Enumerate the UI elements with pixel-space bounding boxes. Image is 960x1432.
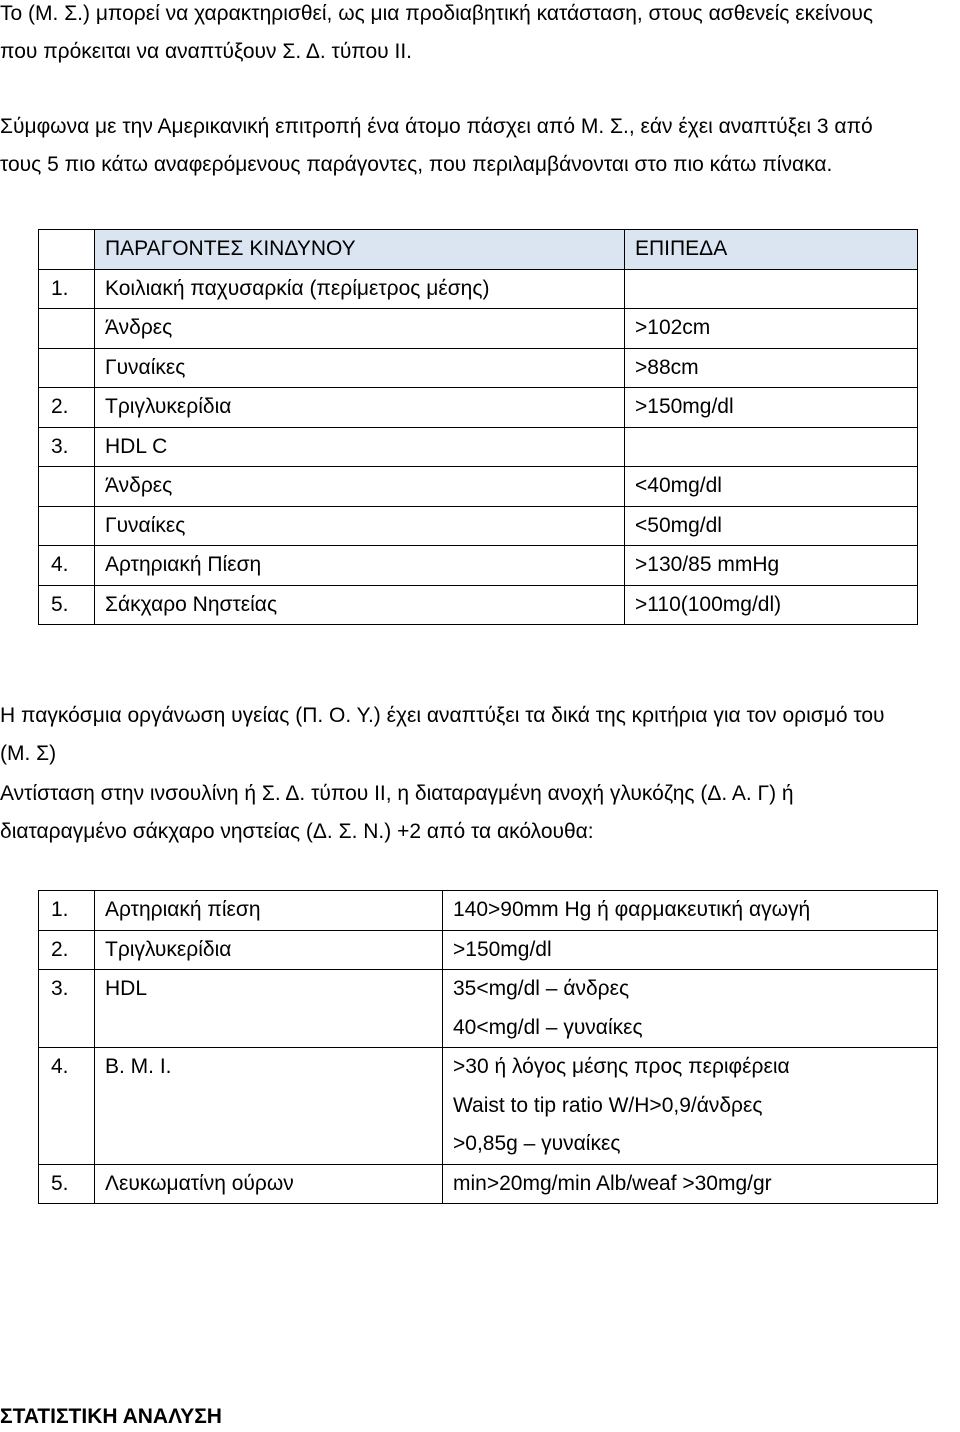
row-criterion (443, 1048, 938, 1165)
intro-line: Το (Μ. Σ.) μπορεί να χαρακτηρισθεί, ως μια προδιαβητική κατάσταση, στους ασθενείς εκείνους (0, 2, 873, 25)
table-row (39, 1048, 938, 1165)
row-number: 3. (39, 970, 95, 1048)
intro-line: τους 5 πιο κάτω αναφερόμενους παράγοντες, που περιλαμβάνονται στο πιο κάτω πίνακα. (0, 153, 833, 176)
row-factor: Αρτηριακή πίεση (95, 891, 443, 931)
intro-line: Σύμφωνα με την Αμερικανική επιτροπή ένα άτομο πάσχει από Μ. Σ., εάν έχει αναπτύξει 3 από (0, 115, 873, 138)
row-factor: Άνδρες (95, 309, 625, 349)
intro-paragraph-2 (0, 108, 958, 184)
who-criteria-table (38, 890, 938, 1204)
row-criterion: 140>90mm Hg ή φαρμακευτική αγωγή (443, 891, 938, 931)
table-row (39, 506, 918, 546)
criterion-line: 35<mg/dl – άνδρες (453, 977, 630, 1000)
row-number: 4. (39, 546, 95, 586)
table-row (39, 1164, 938, 1204)
who-line: Η παγκόσμια οργάνωση υγείας (Π. Ο. Υ.) έχει αναπτύξει τα δικά της κριτήρια για τον ορισμό του (0, 704, 885, 727)
row-number: 5. (39, 1164, 95, 1204)
intro-paragraph-1 (0, 0, 958, 71)
row-factor: Σάκχαρο Νηστείας (95, 585, 625, 625)
who-paragraph-1 (0, 697, 958, 773)
row-factor: Λευκωματίνη ούρων (95, 1164, 443, 1204)
row-number: 1. (39, 269, 95, 309)
who-line: διαταραγμένο σάκχαρο νηστείας (Δ. Σ. Ν.) +2 από τα ακόλουθα: (0, 820, 594, 843)
row-criterion (443, 970, 938, 1048)
row-level (625, 427, 918, 467)
row-level: <40mg/dl (625, 467, 918, 507)
criterion-line: >0,85g – γυναίκες (453, 1132, 621, 1156)
table-row (39, 427, 918, 467)
row-criterion: min>20mg/min Alb/weaf >30mg/gr (443, 1164, 938, 1204)
criterion-line: 40<mg/dl – γυναίκες (453, 1015, 643, 1039)
row-number: 4. (39, 1048, 95, 1165)
row-factor: Κοιλιακή παχυσαρκία (περίμετρος μέσης) (95, 269, 625, 309)
table-header-row (39, 230, 918, 270)
who-line: (Μ. Σ) (0, 742, 57, 765)
row-factor: HDL C (95, 427, 625, 467)
table-row (39, 309, 918, 349)
row-number (39, 309, 95, 349)
who-line: Αντίσταση στην ινσουλίνη ή Σ. Δ. τύπου ΙΙ, η διαταραγμένη ανοχή γλυκόζης (Δ. Α. Γ) ή (0, 782, 794, 805)
criterion-line: >30 ή λόγος μέσης προς περιφέρεια (453, 1055, 790, 1079)
row-factor: B. M. I. (95, 1048, 443, 1165)
section-heading: ΣΤΑΤΙΣΤΙΚΗ ΑΝΑΛΥΣΗ (0, 1405, 222, 1428)
risk-factors-table (38, 229, 918, 625)
row-factor: Άνδρες (95, 467, 625, 507)
table-row (39, 585, 918, 625)
row-factor: HDL (95, 970, 443, 1048)
header-levels: ΕΠΙΠΕΔΑ (625, 230, 918, 270)
table-row (39, 930, 938, 970)
table-row (39, 269, 918, 309)
row-factor: Αρτηριακή Πίεση (95, 546, 625, 586)
row-factor: Τριγλυκερίδια (95, 930, 443, 970)
row-level: >88cm (625, 348, 918, 388)
criterion-line: Waist to tip ratio W/H>0,9/άνδρες (453, 1093, 763, 1117)
row-criterion: >150mg/dl (443, 930, 938, 970)
row-level (625, 269, 918, 309)
row-number: 2. (39, 930, 95, 970)
row-factor: Τριγλυκερίδια (95, 388, 625, 428)
row-number (39, 348, 95, 388)
table-row (39, 546, 918, 586)
row-number: 1. (39, 891, 95, 931)
header-number-cell (39, 230, 95, 270)
table-row (39, 891, 938, 931)
row-level: >130/85 mmHg (625, 546, 918, 586)
table-row (39, 970, 938, 1048)
row-number: 5. (39, 585, 95, 625)
row-level: >150mg/dl (625, 388, 918, 428)
table-row (39, 348, 918, 388)
intro-line: που πρόκειται να αναπτύξουν Σ. Δ. τύπου ΙΙ. (0, 40, 412, 63)
row-number (39, 506, 95, 546)
row-number (39, 467, 95, 507)
who-paragraph-2 (0, 775, 958, 851)
row-level: >110(100mg/dl) (625, 585, 918, 625)
row-number: 3. (39, 427, 95, 467)
table-row (39, 467, 918, 507)
row-factor: Γυναίκες (95, 506, 625, 546)
table-row (39, 388, 918, 428)
row-level: >102cm (625, 309, 918, 349)
header-factors: ΠΑΡΑΓΟΝΤΕΣ ΚΙΝΔΥΝΟΥ (95, 230, 625, 270)
row-factor: Γυναίκες (95, 348, 625, 388)
row-level: <50mg/dl (625, 506, 918, 546)
row-number: 2. (39, 388, 95, 428)
